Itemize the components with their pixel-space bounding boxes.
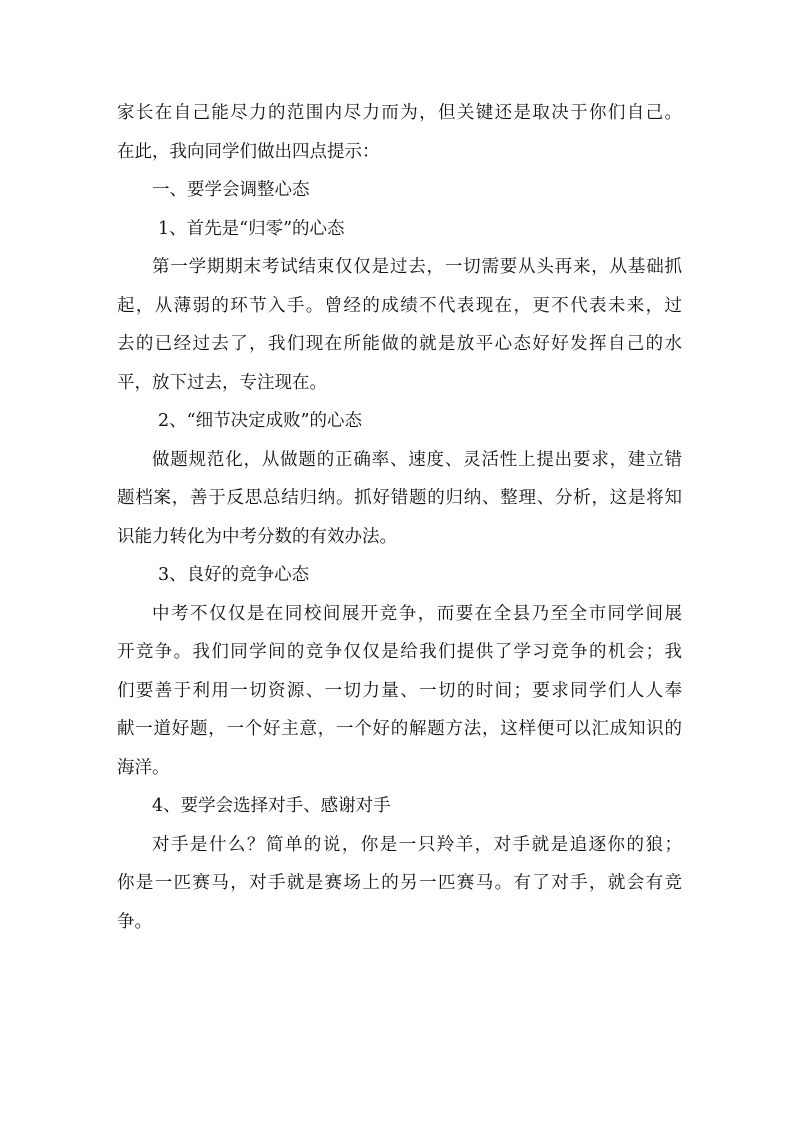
section-heading bbox=[117, 171, 682, 210]
text-line: 平，放下过去，专注现在。 bbox=[117, 372, 327, 393]
text-line: 第一学期期末考试结束仅仅是过去，一切需要从头再来，从基础抓 bbox=[152, 257, 682, 277]
text-line: 去的已经过去了，我们现在所能做的就是放平心态好好发挥自己的水 bbox=[117, 334, 682, 354]
heading-text: 4、要学会选择对手、感谢对手 bbox=[152, 796, 391, 816]
text-line: 开竞争。我们同学间的竞争仅仅是给我们提供了学习竞争的机会；我 bbox=[117, 642, 682, 662]
paragraph bbox=[117, 248, 682, 402]
paragraph bbox=[117, 826, 682, 942]
paragraph bbox=[117, 441, 682, 557]
text-line: 中考不仅仅是在同校间展开竞争，而要在全县乃至全市同学间展 bbox=[152, 603, 682, 624]
paragraph-intro bbox=[117, 94, 682, 171]
text-line: 题档案，善于反思总结归纳。抓好错题的归纳、整理、分析，这是将知 bbox=[117, 488, 682, 508]
text-line: 们要善于利用一切资源、一切力量、一切的时间；要求同学们人人奉 bbox=[117, 680, 682, 701]
subheading bbox=[117, 210, 682, 249]
heading-text: 一、要学会调整心态 bbox=[152, 180, 310, 200]
text-line: 献一道好题，一个好主意，一个好的解题方法，这样便可以汇成知识的 bbox=[117, 719, 682, 739]
subheading bbox=[117, 556, 682, 595]
subheading-text: 2、“细节决定成败”的心态 bbox=[158, 411, 363, 431]
section-heading bbox=[117, 787, 682, 826]
text-line: 在此，我向同学们做出四点提示： bbox=[117, 141, 380, 162]
text-line: 你是一匹赛马，对手就是赛场上的另一匹赛马。有了对手，就会有竞 bbox=[117, 873, 682, 893]
paragraph bbox=[117, 595, 682, 788]
text-line: 做题规范化，从做题的正确率、速度、灵活性上提出要求，建立错 bbox=[152, 449, 682, 470]
text-line: 海洋。 bbox=[117, 757, 170, 778]
subheading bbox=[117, 402, 682, 441]
subheading-text: 3、良好的竞争心态 bbox=[158, 565, 310, 585]
text-line: 争。 bbox=[117, 911, 152, 932]
text-line: 识能力转化为中考分数的有效办法。 bbox=[117, 526, 397, 547]
document-body bbox=[117, 94, 682, 941]
text-line: 对手是什么？简单的说，你是一只羚羊，对手就是追逐你的狼； bbox=[152, 834, 682, 855]
text-line: 家长在自己能尽力的范围内尽力而为，但关键还是取决于你们自己。 bbox=[117, 103, 682, 123]
subheading-text: 1、首先是“归零”的心态 bbox=[158, 218, 345, 239]
text-line: 起，从薄弱的环节入手。曾经的成绩不代表现在，更不代表未来，过 bbox=[117, 295, 682, 316]
